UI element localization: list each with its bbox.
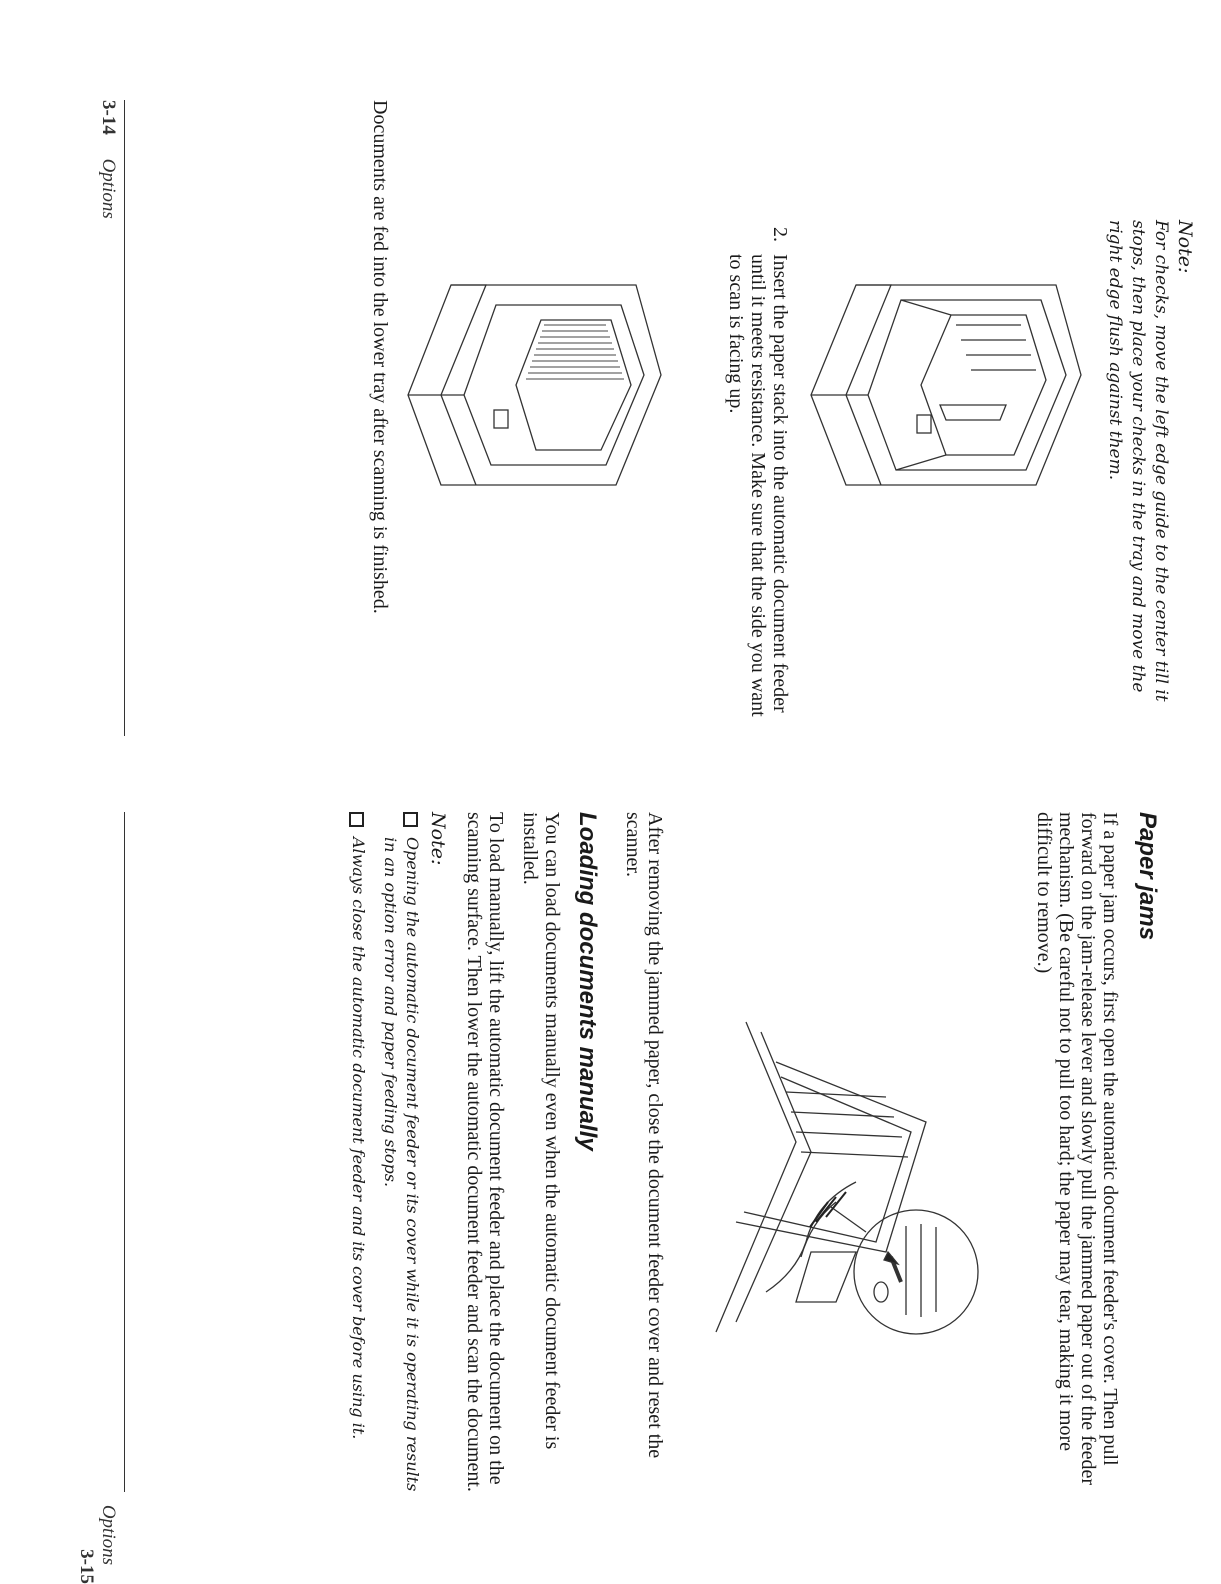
note-item-text: Always close the automatic document feeder and its cover before using it. [349, 837, 368, 1440]
list-item [379, 812, 423, 1502]
page-number: 3-15 [76, 1549, 97, 1584]
paper-jams-text: If a paper jam occurs, first open the automatic document feeder's cover. Then pull forward on the jam-release lever and slowly pull the jammed paper out of the feeder mechanism. (Be careful not to pull too hard; the paper may tear, making it more difficult to remove.) [1033, 812, 1121, 1486]
page-footer [75, 1487, 119, 1584]
heading-paper-jams: Paper jams [1134, 812, 1161, 941]
step-text: Insert the paper stack into the automatic document feeder until it meets resistance. Make sure that the side you want to scan is facing up. [725, 254, 791, 717]
checkbox-bullet-icon [403, 812, 418, 827]
step-number: 2. [769, 227, 791, 242]
closing-text: Documents are fed into the lower tray after scanning is finished. [369, 100, 391, 614]
note-label: Note: [1174, 220, 1196, 274]
loading-text-1: You can load documents manually even when the automatic document feeder is installed. [519, 812, 563, 1450]
note-checks [1103, 220, 1196, 720]
footer-rule [124, 812, 125, 1492]
heading-loading-manually: Loading documents manually [574, 812, 601, 1151]
note-item-text: Opening the automatic document feeder or its cover while it is operating results in an option error and paper feeding stops. [381, 837, 422, 1492]
section-label: Options [98, 1504, 119, 1565]
note-label: Note: [427, 812, 449, 866]
checkbox-bullet-icon [349, 812, 364, 827]
adf-loaded-paper-illustration [396, 245, 676, 495]
loading-section [337, 812, 601, 1502]
list-item [347, 812, 369, 1502]
step-2 [725, 227, 791, 732]
after-removing-text: After removing the jammed paper, close the document feeder cover and reset the scanner. [622, 812, 666, 1459]
page-3-15 [0, 792, 1221, 1584]
note-text: For checks, move the left edge guide to the center till it stops, then place your checks in the tray and move the right edge flush against them. [1105, 220, 1171, 702]
page-footer [97, 100, 119, 219]
footer-rule [124, 100, 125, 736]
adf-open-tray-illustration [796, 245, 1096, 495]
section-label: Options [98, 158, 119, 219]
note-list [347, 812, 423, 1502]
page-number: 3-14 [98, 100, 119, 135]
loading-text-2: To load manually, lift the automatic document feeder and place the document on the scanning surface. Then lower the automatic document feeder and scan the document. [463, 812, 507, 1492]
paper-jam-removal-illustration [676, 1002, 1006, 1362]
